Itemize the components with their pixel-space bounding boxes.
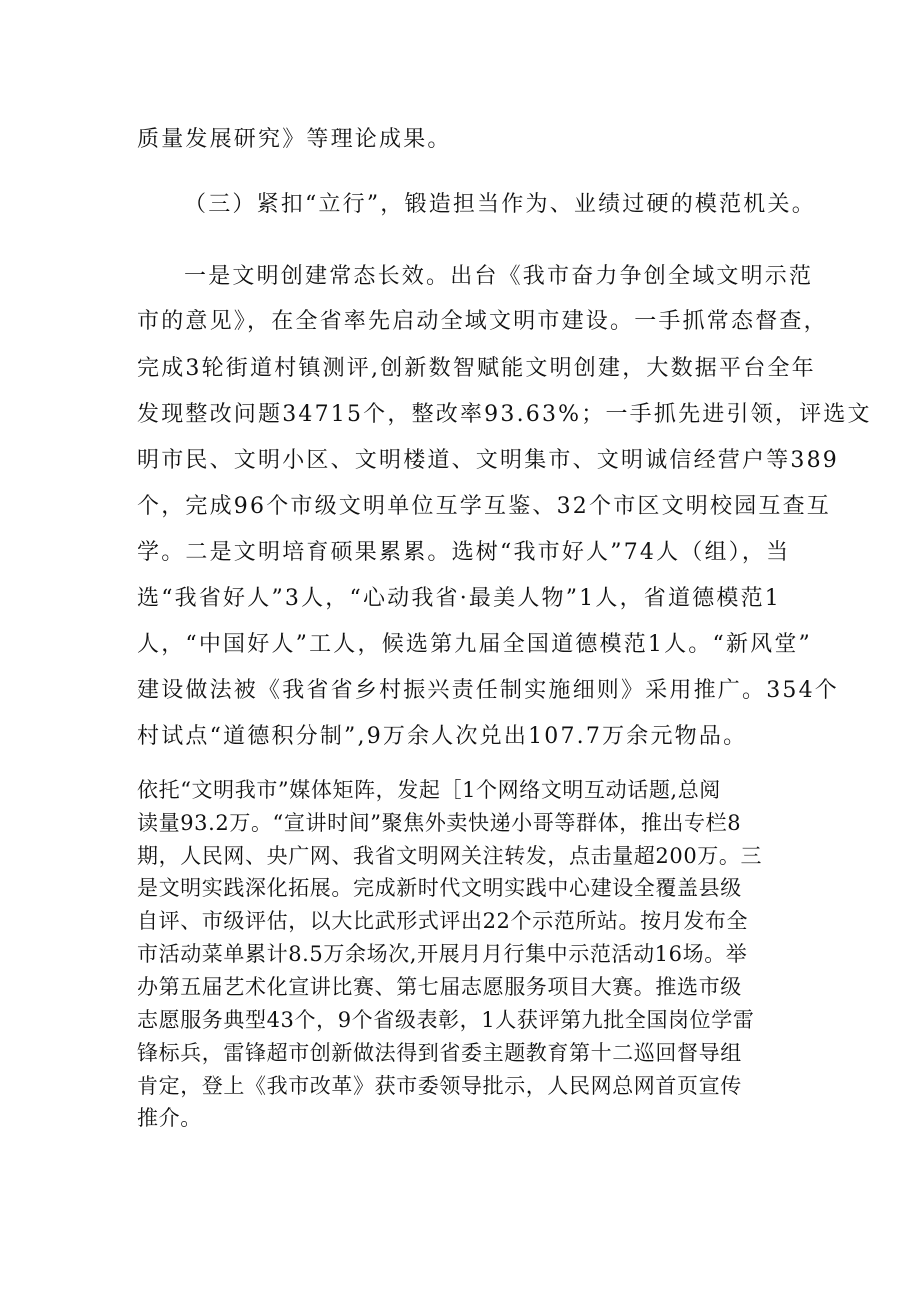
text-line-17: 是文明实践深化拓展。完成新时代文明实践中心建设全覆盖县级 (137, 876, 742, 900)
text-line-15: 读量93.2万。“宣讲时间”聚焦外卖快递小哥等群体，推出专栏8 (137, 811, 742, 835)
section-heading: （三）紧扣“立行”，锻造担当作为、业绩过硬的模范机关。 (184, 192, 816, 217)
text-line-23: 肯定，登上《我市改革》获市委领导批示，人民网总网首页宣传 (137, 1074, 742, 1098)
text-line-10: 选“我省好人”3人，“心动我省·最美人物”1人，省道德模范1 (137, 586, 781, 611)
text-line-3: 一是文明创建常态长效。出台《我市奋力争创全域文明示范 (184, 264, 814, 289)
text-line-6: 发现整改问题34715个，整改率93.63%；一手抓先进引领，评选文 (137, 402, 872, 427)
text-line-9: 学。二是文明培育硕果累累。选树“我市好人”74人（组），当 (137, 540, 791, 565)
text-line-14: 依托“文明我市”媒体矩阵，发起［1个网络文明互动话题,总阅 (137, 778, 721, 802)
text-line-16: 期，人民网、央广网、我省文明网关注转发，点击量超200万。三 (137, 844, 763, 868)
text-line-22: 锋标兵，雷锋超市创新做法得到省委主题教育第十二巡回督导组 (137, 1041, 742, 1065)
text-line-11: 人，“中国好人”工人，候选第九届全国道德模范1人。“新风堂” (137, 632, 812, 657)
text-line-24: 推介。 (137, 1106, 202, 1130)
text-line-21: 志愿服务典型43个，9个省级表彰，1人获评第九批全国岗位学雷 (137, 1008, 755, 1032)
text-line-5: 完成3轮街道村镇测评,创新数智赋能文明创建，大数据平台全年 (137, 356, 816, 381)
text-line-13: 村试点“道德积分制”,9万余人次兑出107.7万余元物品。 (137, 724, 748, 749)
text-line-20: 办第五届艺术化宣讲比赛、第七届志愿服务项目大赛。推选市级 (137, 975, 742, 999)
text-line-18: 自评、市级评估，以大比武形式评出22个示范所站。按月发布全 (137, 909, 749, 933)
text-line-19: 市活动菜单累计8.5万余场次,开展月月行集中示范活动16场。举 (137, 942, 748, 966)
text-line-1: 质量发展研究》等理论成果。 (137, 127, 452, 152)
text-line-8: 个，完成96个市级文明单位互学互鉴、32个市区文明校园互查互 (137, 494, 831, 519)
text-line-4: 市的意见》，在全省率先启动全域文明市建设。一手抓常态督查， (137, 309, 828, 334)
text-line-12: 建设做法被《我省省乡村振兴责任制实施细则》采用推广。354个 (137, 678, 839, 703)
text-line-7: 明市民、文明小区、文明楼道、文明集市、文明诚信经营户等389 (137, 448, 839, 473)
